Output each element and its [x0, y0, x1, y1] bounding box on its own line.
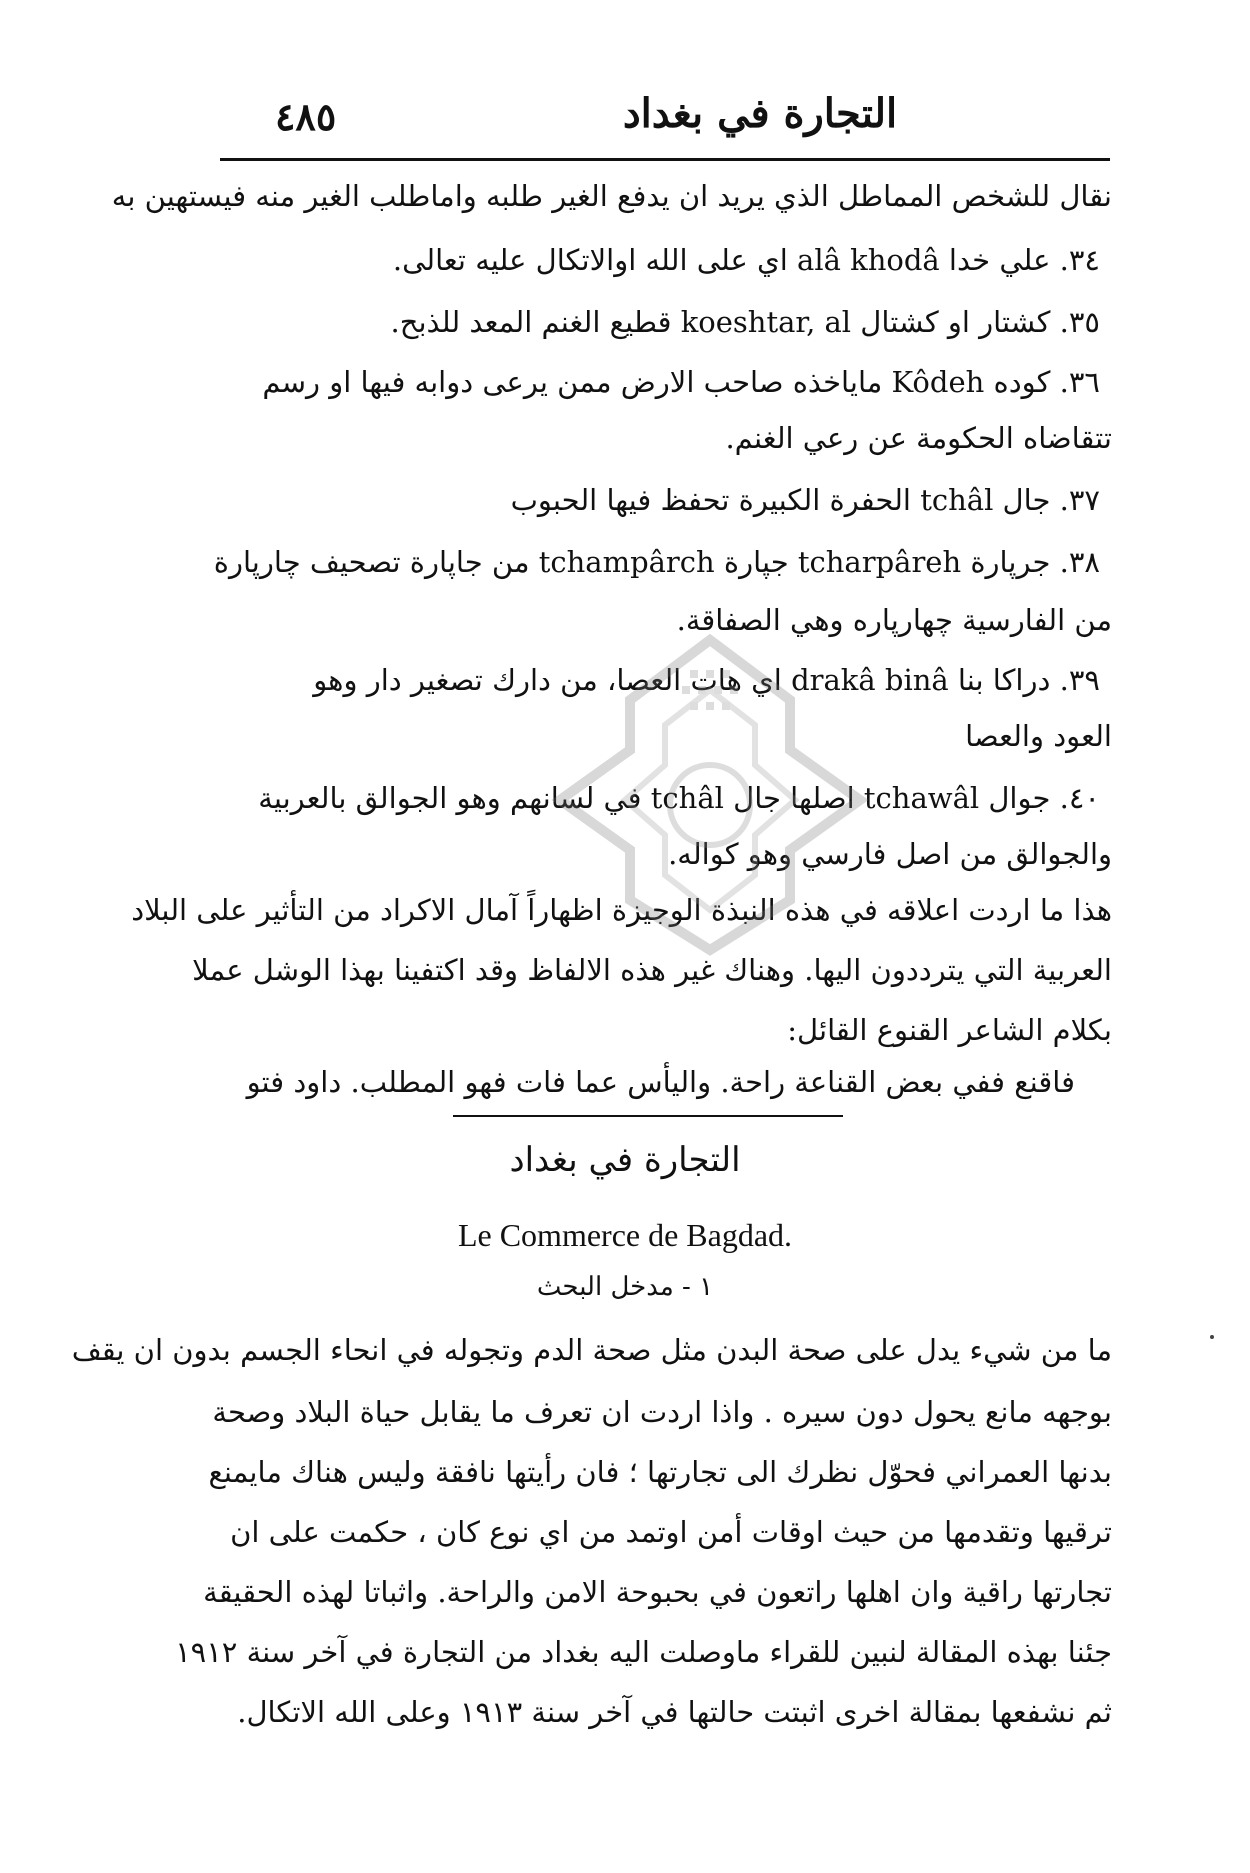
closing-verse: فاقنع ففي بعض القناعة راحة. واليأس عما فات فهو المطلب. داود فتو — [246, 1065, 1075, 1099]
margin-mark — [1210, 1335, 1214, 1339]
page-number: ٤٨٥ — [275, 94, 337, 139]
glossary-line: من الفارسية چهارپاره وهي الصفاقة. — [676, 603, 1112, 637]
glossary-line: العود والعصا — [965, 719, 1112, 753]
page-header — [220, 88, 1110, 158]
article-line: بوجهه مانع يحول دون سيره . واذا اردت ان تعرف ما يقابل حياة البلاد وصحة — [212, 1395, 1112, 1429]
watermark-stamp-icon — [540, 630, 880, 960]
glossary-line: تتقاضاه الحكومة عن رعي الغنم. — [725, 421, 1112, 455]
closing-line: هذا ما اردت اعلاقه في هذه النبذة الوجيزة اظهاراً آمال الاكراد من التأثير على البلاد — [131, 893, 1112, 927]
glossary-entry-38: ٣٨. جرپارة tcharpâreh جپارة tchampârch من جاپارة تصحيف چارپارة — [213, 545, 1100, 579]
article-line: ثم نشفعها بمقالة اخرى اثبتت حالتها في آخر سنة ١٩١٣ وعلى الله الاتكال. — [237, 1695, 1112, 1729]
section-divider — [453, 1115, 843, 1117]
glossary-entry-36: ٣٦. كوده Kôdeh ماياخذه صاحب الارض ممن يرعى دوابه فيها او رسم — [262, 365, 1100, 399]
closing-line: العربية التي يترددون اليها. وهناك غير هذه الالفاظ وقد اكتفينا بهذا الوشل عملا — [192, 953, 1112, 987]
article-line: تجارتها راقية وان اهلها راتعون في بحبوحة الامن والراحة. واثباتا لهذه الحقيقة — [203, 1575, 1112, 1609]
article-title-french: Le Commerce de Bagdad. — [457, 1217, 793, 1253]
glossary-line: نقال للشخص المماطل الذي يريد ان يدفع الغير طلبه واماطلب الغير منه فيستهين به — [111, 179, 1112, 213]
article-subheading: ١ - مدخل البحث — [536, 1272, 714, 1302]
article-line: ترقيها وتقدمها من حيث اوقات أمن اوتمد من اي نوع كان ، حكمت على ان — [230, 1515, 1112, 1549]
glossary-line: والجوالق من اصل فارسي وهو كواله. — [668, 837, 1112, 871]
article-line: بدنها العمراني فحوّل نظرك الى تجارتها ؛ فان رأيتها نافقة وليس هناك مايمنع — [208, 1455, 1112, 1489]
article-line: جئنا بهذه المقالة لنبين للقراء ماوصلت اليه بغداد من التجارة في آخر سنة ١٩١٢ — [175, 1635, 1112, 1669]
closing-line: بكلام الشاعر القنوع القائل: — [787, 1013, 1112, 1047]
glossary-entry-40: ٤٠. جوال tchawâl اصلها جال tchâl في لسانهم وهو الجوالق بالعربية — [258, 781, 1100, 815]
glossary-entry-34: ٣٤. علي خدا alâ khodâ اي على الله اوالاتكال عليه تعالى. — [392, 243, 1100, 277]
glossary-entry-39: ٣٩. دراكا بنا drakâ binâ اي هات العصا، من دارك تصغير دار وهو — [313, 663, 1100, 697]
article-line: ما من شيء يدل على صحة البدن مثل صحة الدم وتجوله في انحاء الجسم بدون ان يقف — [71, 1333, 1112, 1367]
header-rule — [220, 158, 1110, 161]
article-title-arabic: التجارة في بغداد — [509, 1140, 741, 1180]
glossary-entry-35: ٣٥. كشتار او كشتال koeshtar, al قطيع الغنم المعد للذبح. — [390, 305, 1100, 339]
glossary-entry-37: ٣٧. جال tchâl الحفرة الكبيرة تحفظ فيها الحبوب — [510, 483, 1100, 517]
running-title: التجارة في بغداد — [622, 90, 898, 137]
